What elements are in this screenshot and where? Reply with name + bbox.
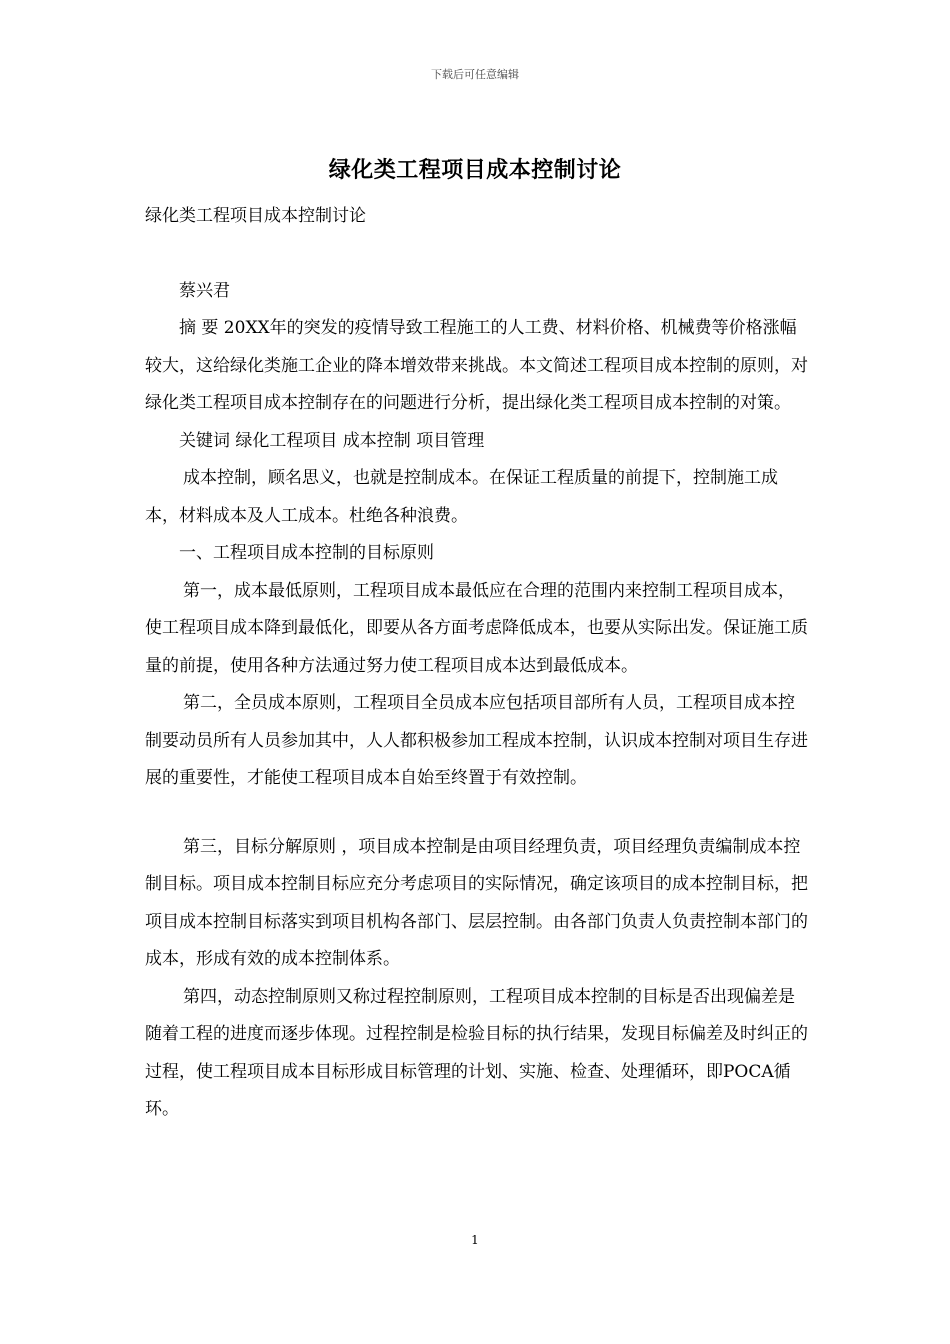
document-subtitle: 绿化类工程项目成本控制讨论: [145, 206, 366, 226]
section-heading: 一、工程项目成本控制的目标原则: [179, 543, 434, 563]
principle-paragraph-3: 第三，目标分解原则 ，项目成本控制是由项目经理负责，项目经理负责编制成本控制目标。项目成本控制目标应充分考虑项目的实际情况，确定该项目的成本控制目标，把项目成本控制目标落实到项目机构各部门、层层控制。由各部门负责人负责控制本部门的成本，形成有效的成本控制体系。: [145, 836, 808, 969]
abstract-paragraph: 摘 要 20XX年的突发的疫情导致工程施工的人工费、材料价格、机械费等价格涨幅较大，这给绿化类施工企业的降本增效带来挑战。本文简述工程项目成本控制的原则，对绿化类工程项目成本控制存在的问题进行分析，提出绿化类工程项目成本控制的对策。: [145, 318, 808, 413]
blank-line: [145, 798, 811, 829]
intro-paragraph: 成本控制，顾名思义，也就是控制成本。在保证工程质量的前提下，控制施工成本，材料成本及人工成本。杜绝各种浪费。: [145, 468, 778, 526]
principle-paragraph-2: 第二，全员成本原则，工程项目全员成本应包括项目部所有人员，工程项目成本控制要动员所有人员参加其中，人人都积极参加工程成本控制，认识成本控制对项目生存进展的重要性，才能使工程项目成本自始至终置于有效控制。: [145, 693, 808, 788]
principle-paragraph-1: 第一，成本最低原则，工程项目成本最低应在合理的范围内来控制工程项目成本，使工程项目成本降到最低化，即要从各方面考虑降低成本，也要从实际出发。保证施工质量的前提，使用各种方法通过努力使工程项目成本达到最低成本。: [145, 580, 808, 676]
blank-line: [145, 236, 811, 273]
author-name: 蔡兴君: [179, 280, 230, 301]
keywords-line: 关键词 绿化工程项目 成本控制 项目管理: [179, 430, 485, 451]
page-number: 1: [471, 1233, 479, 1247]
principle-paragraph-4: 第四，动态控制原则又称过程控制原则，工程项目成本控制的目标是否出现偏差是随着工程的进度而逐步体现。过程控制是检验目标的执行结果，发现目标偏差及时纠正的过程，使工程项目成本目标形成目标管理的计划、实施、检查、处理循环，即POCA循环。: [145, 986, 808, 1119]
document-body: [145, 198, 811, 1129]
document-title: 绿化类工程项目成本控制讨论: [328, 158, 622, 183]
header-note: 下载后可任意编辑: [431, 68, 519, 81]
